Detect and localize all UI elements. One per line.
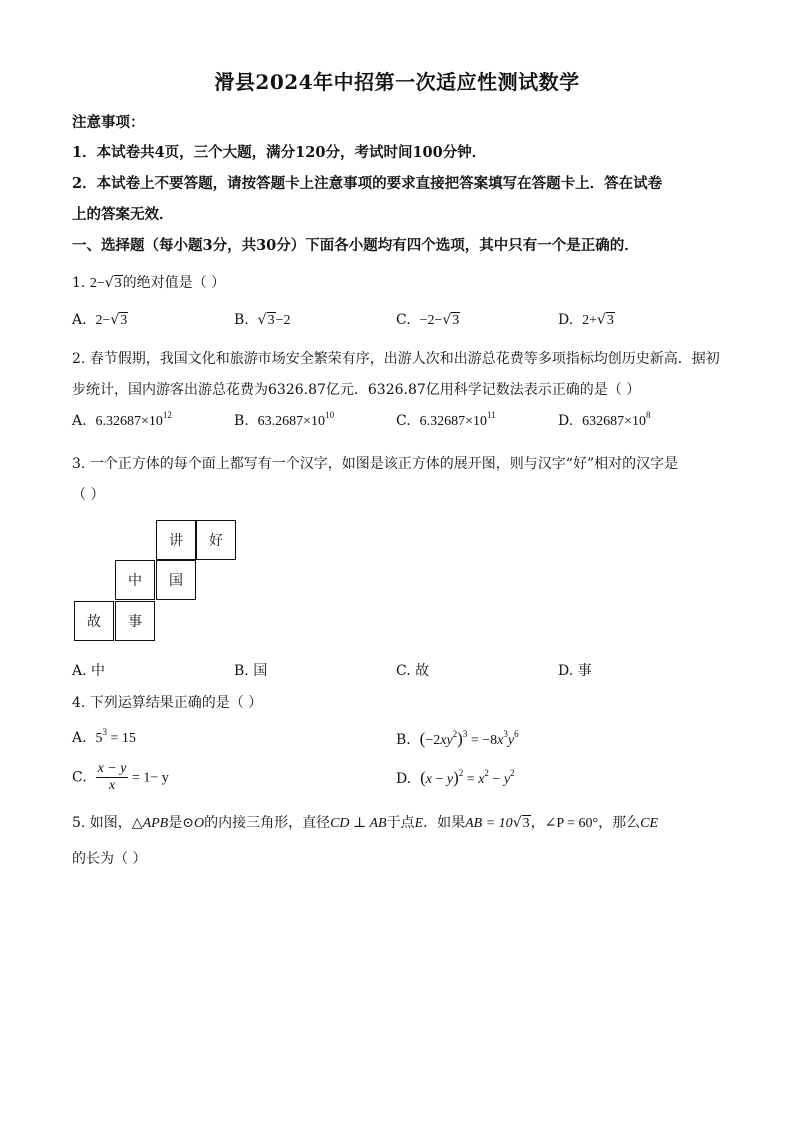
question-3-option-a: A. 中 bbox=[72, 663, 106, 679]
question-3-option-d: D. 事 bbox=[558, 663, 592, 679]
question-3-line-2: （ ） bbox=[72, 487, 105, 503]
notice-heading: 注意事项： bbox=[72, 114, 145, 131]
question-4-option-b: B. $(-2xy^2)^3 = -8x^3y^6$ bbox=[396, 729, 519, 748]
question-2-option-a: A. $6.32687\times 10^{12}$ bbox=[72, 410, 172, 429]
question-1-option-d: D. 2+√3 bbox=[558, 312, 614, 328]
question-5-line-1: 5. 如图，△APB是⊙O的内接三角形，直径CD ⊥ AB于点E．如果AB = 10√3，∠P = 60°，那么CE bbox=[72, 815, 658, 831]
question-2-line-1: 2. 春节假期，我国文化和旅游市场安全繁荣有序，出游人次和出游总花费等多项指标均创历史新高．据初 bbox=[72, 351, 720, 367]
notice-item-2-line-1: 2．本试卷上不要答题，请按答题卡上注意事项的要求直接把答案填写在答题卡上．答在试卷 bbox=[72, 175, 663, 192]
question-3-option-b: B. 国 bbox=[234, 663, 268, 679]
expr: 2− bbox=[89, 276, 105, 291]
question-4-option-c: C. $\frac{x - y}{x}$ = 1− y bbox=[72, 761, 169, 793]
page-title: 滑县2024年中招第一次适应性测试数学 bbox=[214, 70, 580, 94]
net-cell-shi: 事 bbox=[115, 601, 155, 641]
question-2-option-d: D. $632687\times 10^8$ bbox=[558, 410, 651, 429]
net-cell-gu: 故 bbox=[74, 601, 114, 641]
question-2-line-2: 步统计，国内游客出游总花费为6326.87亿元．6326.87亿用科学记数法表示正确的是（ ） bbox=[72, 382, 641, 398]
section-1-heading: 一、选择题（每小题3分，共30分）下面各小题均有四个选项，其中只有一个是正确的． bbox=[72, 237, 639, 254]
question-4-stem: 4. 下列运算结果正确的是（ ） bbox=[72, 695, 263, 711]
net-cell-zhong: 中 bbox=[115, 560, 155, 600]
sqrt-sign: √3 bbox=[104, 275, 122, 291]
question-number: 1. bbox=[72, 275, 86, 291]
question-1-stem bbox=[72, 272, 225, 292]
net-cell-guo: 国 bbox=[156, 560, 196, 600]
question-5-line-2: 的长为（ ） bbox=[72, 851, 147, 867]
question-2-option-b: B. $63.2687\times 10^{10}$ bbox=[234, 410, 335, 429]
net-cell-jiang: 讲 bbox=[156, 520, 196, 560]
notice-item-2-line-2: 上的答案无效． bbox=[72, 206, 174, 223]
question-1-option-c: C. −2−√3 bbox=[396, 312, 460, 328]
question-4-option-a: A. $5^3 = 15$ bbox=[72, 727, 136, 746]
notice-item-1: 1．本试卷共4页，三个大题，满分120分，考试时间100分钟． bbox=[72, 144, 487, 161]
net-cell-hao: 好 bbox=[196, 520, 236, 560]
question-4-option-d: D. $(x - y)^2 = x^2 - y^2$ bbox=[396, 768, 515, 787]
stem-text: 的绝对值是（ ） bbox=[122, 275, 226, 291]
question-2-option-c: C. $6.32687\times 10^{11}$ bbox=[396, 410, 496, 429]
question-1-option-a: A. 2−√3 bbox=[72, 312, 128, 328]
question-1-option-b: B. √3−2 bbox=[234, 312, 291, 328]
question-3-option-c: C. 故 bbox=[396, 663, 430, 679]
question-3-line-1: 3. 一个正方体的每个面上都写有一个汉字，如图是该正方体的展开图，则与汉字“好”相对的汉字是 bbox=[72, 456, 679, 472]
